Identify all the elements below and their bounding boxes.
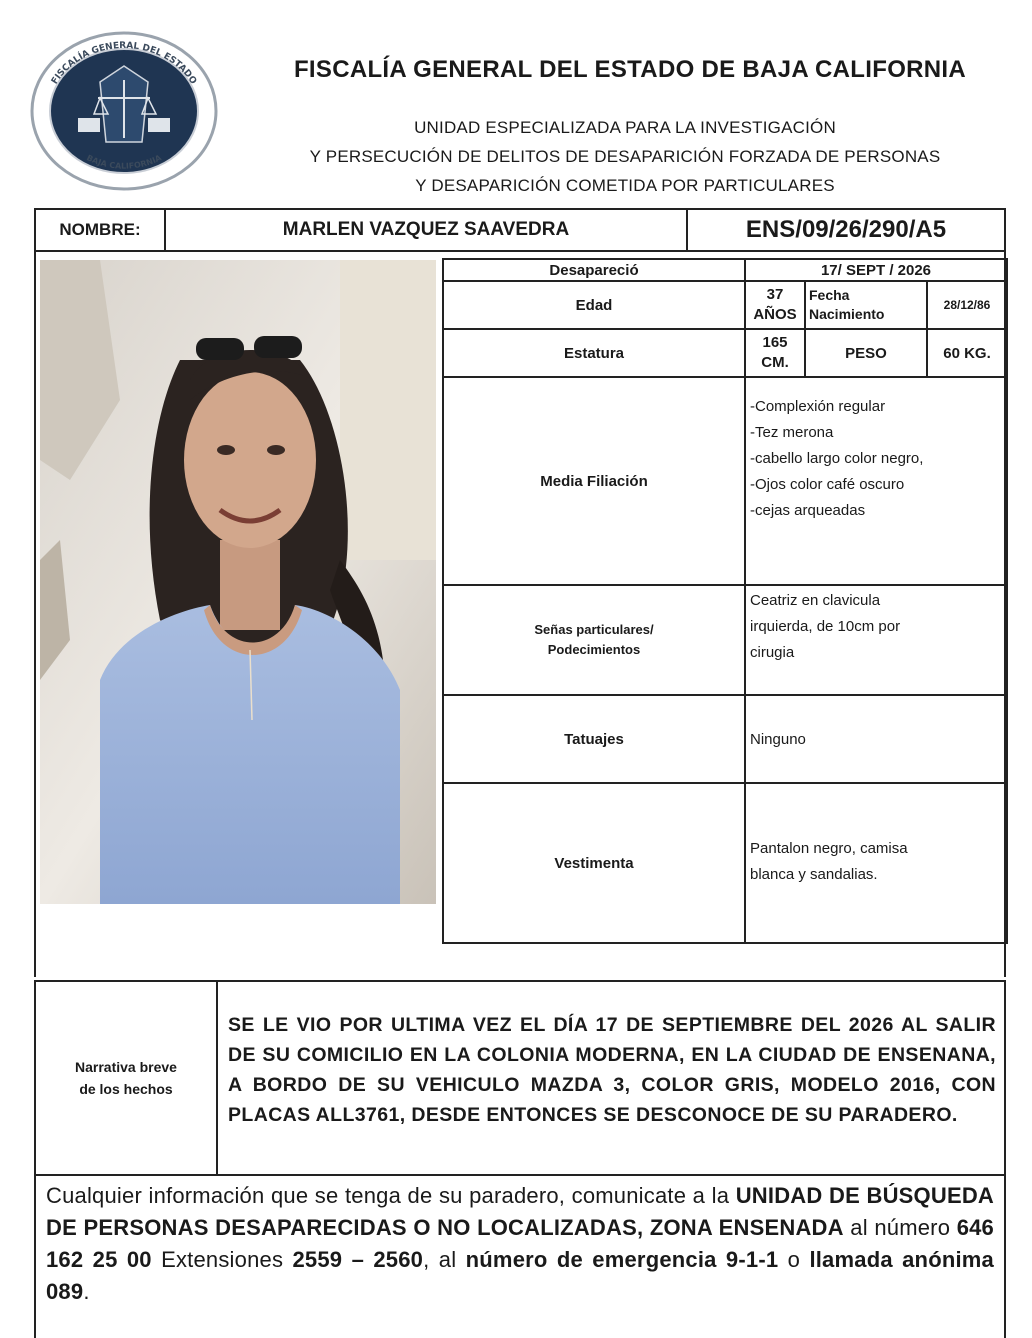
weight-label: PESO [805, 329, 927, 377]
person-name: MARLEN VAZQUEZ SAAVEDRA [166, 210, 688, 250]
age-value: 37 [766, 286, 784, 303]
description-label: Media Filiación [443, 377, 745, 585]
clothing-label: Vestimenta [443, 783, 745, 943]
age-label: Edad [443, 281, 745, 329]
info-table [442, 258, 1008, 944]
height-label: Estatura [443, 329, 745, 377]
footer-text: , al [423, 1247, 466, 1272]
birth-label-2: Nacimiento [809, 306, 885, 322]
tattoos-value: Ninguno [745, 695, 1007, 783]
footer-text: Cualquier información que se tenga de su paradero, comunicate a la [46, 1183, 730, 1208]
clothing-line: Pantalon negro, camisa [750, 840, 908, 857]
birth-label-1: Fecha [809, 287, 850, 303]
agency-title: FISCALÍA GENERAL DEL ESTADO DE BAJA CALIFORNIA [293, 56, 967, 83]
height-cell [745, 329, 805, 377]
marks-line: cirugia [750, 644, 795, 661]
marks-line: irquierda, de 10cm por [750, 618, 901, 635]
anonymous-line: llamada anónima 089 [46, 1247, 994, 1304]
age-cell [745, 281, 805, 329]
description-cell [745, 377, 1007, 585]
description-line: -cabello largo color negro, [750, 450, 924, 467]
phone-number: 646 162 25 00 [46, 1215, 994, 1272]
marks-label-1: Señas particulares/ [534, 622, 654, 637]
clothing-cell [745, 783, 1007, 943]
age-unit: AÑOS [753, 306, 797, 323]
marks-label-cell [443, 585, 745, 695]
narrative-label-1: Narrativa breve [75, 1059, 177, 1075]
clothing-line: blanca y sandalias. [750, 866, 878, 883]
svg-text:FISCALÍA GENERAL DEL ESTADO: FISCALÍA GENERAL DEL ESTADO [49, 40, 199, 87]
extensions: 2559 – 2560 [292, 1247, 424, 1272]
unit-subtitle-line-3: Y DESAPARICIÓN COMETIDA POR PARTICULARES [415, 176, 835, 195]
footer-text: al número [843, 1215, 957, 1240]
case-number: ENS/09/26/290/A5 [745, 216, 947, 243]
marks-cell [745, 585, 1007, 695]
marks-line: Ceatriz en clavicula [750, 592, 881, 609]
search-unit-name: UNIDAD DE BÚSQUEDA DE PERSONAS DESAPARECIDAS O NO LOCALIZADAS, ZONA ENSENADA [46, 1183, 994, 1240]
unit-subtitle-line-1: UNIDAD ESPECIALIZADA PARA LA INVESTIGACIÓN [414, 118, 836, 137]
description-line: -cejas arqueadas [750, 502, 866, 519]
footer-text: Extensiones [151, 1247, 293, 1272]
weight-value: 60 KG. [927, 329, 1007, 377]
birth-label-cell [805, 281, 927, 329]
footer-text: . [83, 1279, 90, 1304]
emergency-number: número de emergencia 9-1-1 [465, 1247, 779, 1272]
height-unit: CM. [761, 354, 789, 371]
svg-text:BAJA CALIFORNIA: BAJA CALIFORNIA [85, 153, 163, 171]
contact-info [34, 1174, 1006, 1338]
disappeared-date: 17/ SEPT / 2026 [745, 259, 1007, 281]
narrative-box [34, 980, 1006, 1176]
birth-date: 28/12/86 [927, 281, 1007, 329]
unit-subtitle-line-2: Y PERSECUCIÓN DE DELITOS DE DESAPARICIÓN FORZADA DE PERSONAS [309, 147, 941, 166]
fiscalia-seal-logo [28, 30, 220, 192]
description-line: -Ojos color café oscuro [750, 476, 905, 493]
name-row [34, 208, 1006, 252]
tattoos-label: Tatuajes [443, 695, 745, 783]
description-line: -Complexión regular [750, 398, 886, 415]
disappeared-label: Desapareció [443, 259, 745, 281]
description-line: -Tez merona [750, 424, 834, 441]
narrative-label [36, 982, 218, 1174]
narrative-label-2: de los hechos [79, 1081, 173, 1097]
footer-text: o [778, 1247, 810, 1272]
height-value: 165 [762, 334, 788, 351]
marks-label-2: Podecimientos [547, 642, 641, 657]
missing-person-photo [40, 260, 436, 904]
narrative-text: SE LE VIO POR ULTIMA VEZ EL DÍA 17 DE SEPTIEMBRE DEL 2026 AL SALIR DE SU COMICILIO EN LA COLONIA MODERNA, EN LA CIUDAD DE ENSENANA, A BORDO DE SU VEHICULO MAZDA 3, COLOR GRIS, MODELO 2016, CON PLACAS ALL3761, DESDE ENTONCES SE DESCONOCE DE SU PARADERO. [228, 1014, 996, 1126]
name-label: NOMBRE: [36, 210, 166, 250]
